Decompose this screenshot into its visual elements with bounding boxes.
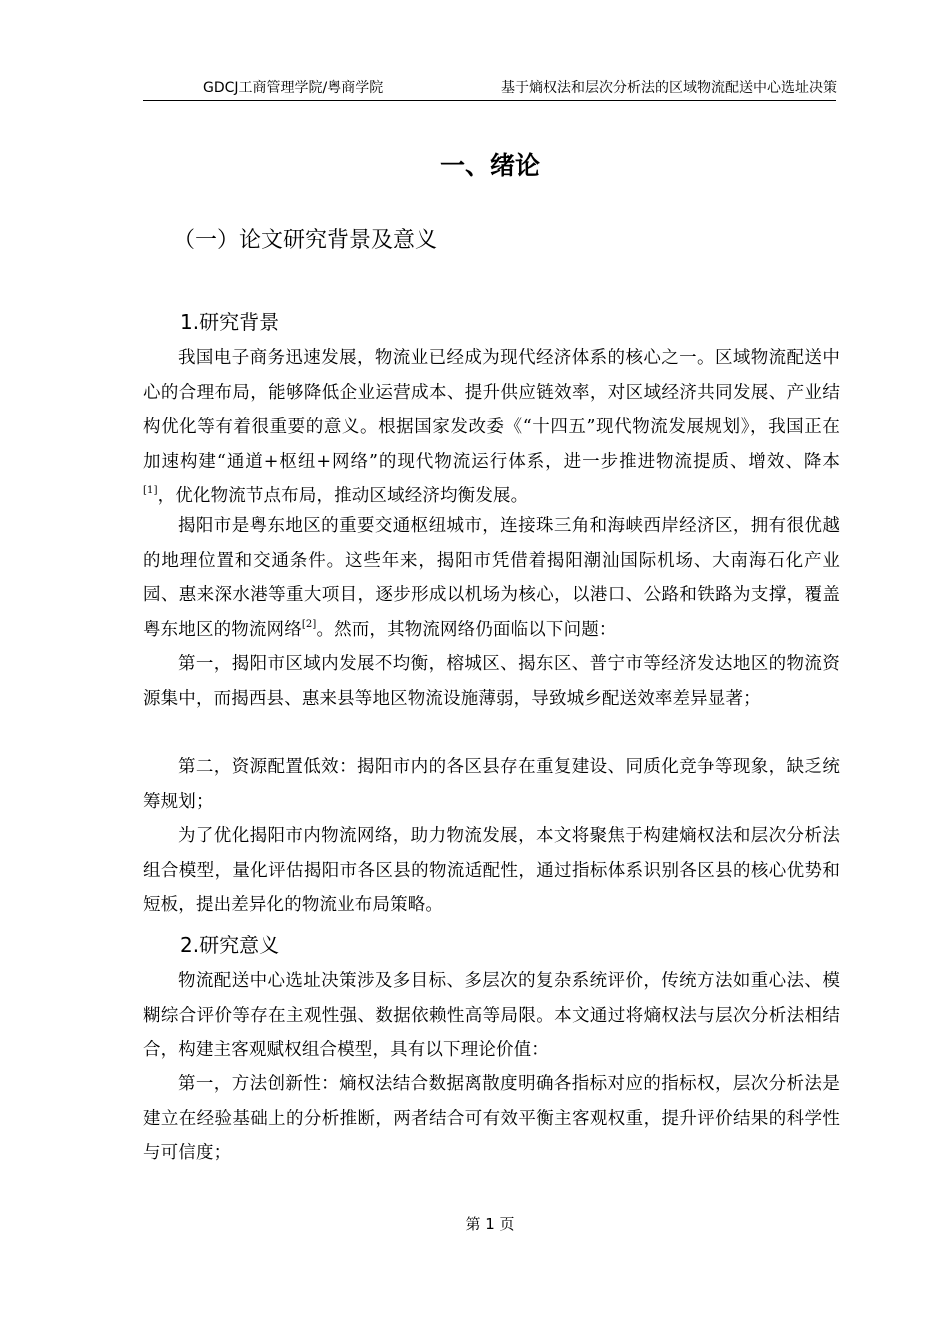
section-title: （一）论文研究背景及意义	[173, 228, 438, 253]
citation-ref: [1]	[143, 485, 158, 496]
paragraph-text: 我国电子商务迅速发展，物流业已经成为现代经济体系的核心之一。区域物流配送中心的合理布局，能够降低企业运营成本、提升供应链效率，对区域经济共同发展、产业结构优化等有着很重要的意义。根据国家发改委《“十四五”现代物流发展规划》，我国正在加速构建“通道+枢纽+网络”的现代物流运行体系，进一步推进物流提质、增效、降本	[143, 348, 840, 472]
subsection-title-background: 1.研究背景	[180, 310, 280, 334]
paragraph-purpose: 为了优化揭阳市内物流网络，助力物流发展，本文将聚焦于构建熵权法和层次分析法组合模型，量化评估揭阳市各区县的物流适配性，通过指标体系识别各区县的核心优势和短板，提出差异化的物流业布局策略。	[143, 826, 840, 915]
page-number: 第 1 页	[465, 1215, 515, 1233]
header-divider	[143, 100, 836, 101]
paragraph-significance-1: 物流配送中心选址决策涉及多目标、多层次的复杂系统评价，传统方法如重心法、模糊综合评价等存在主观性强、数据依赖性高等局限。本文通过将熵权法与层次分析法相结合，构建主客观赋权组合模型，具有以下理论价值：	[143, 971, 840, 1060]
header-right-text: 基于熵权法和层次分析法的区域物流配送中心选址决策	[501, 80, 837, 96]
paragraph-background-1	[143, 341, 840, 514]
paragraph-text: 揭阳市是粤东地区的重要交通枢纽城市，连接珠三角和海峡西岸经济区，拥有很优越的地理位置和交通条件。这些年来，揭阳市凭借着揭阳潮汕国际机场、大南海石化产业园、惠来深水港等重大项目，逐步形成以机场为核心，以港口、公路和铁路为支撑，覆盖粤东地区的物流网络	[143, 516, 840, 640]
paragraph-text: ，优化物流节点布局，推动区域经济均衡发展。	[157, 486, 529, 506]
paragraph-background-2	[143, 509, 840, 647]
paragraph-problem-2: 第二，资源配置低效：揭阳市内的各区县存在重复建设、同质化竞争等现象，缺乏统筹规划；	[143, 757, 840, 812]
paragraph-significance-2: 第一，方法创新性：熵权法结合数据离散度明确各指标对应的指标权，层次分析法是建立在经验基础上的分析推断，两者结合可有效平衡主客观权重，提升评价结果的科学性与可信度；	[143, 1074, 840, 1163]
header-left-text: GDCJ工商管理学院/粤商学院	[203, 80, 384, 96]
paragraph-text: 。然而，其物流网络仍面临以下问题：	[316, 619, 617, 640]
subsection-title-significance: 2.研究意义	[180, 933, 280, 957]
chapter-title: 一、绪论	[439, 151, 540, 180]
citation-ref: [2]	[301, 618, 317, 630]
paragraph-problem-1: 第一，揭阳市区域内发展不均衡，榕城区、揭东区、普宁市等经济发达地区的物流资源集中，而揭西县、惠来县等地区物流设施薄弱，导致城乡配送效率差异显著；	[143, 654, 840, 709]
